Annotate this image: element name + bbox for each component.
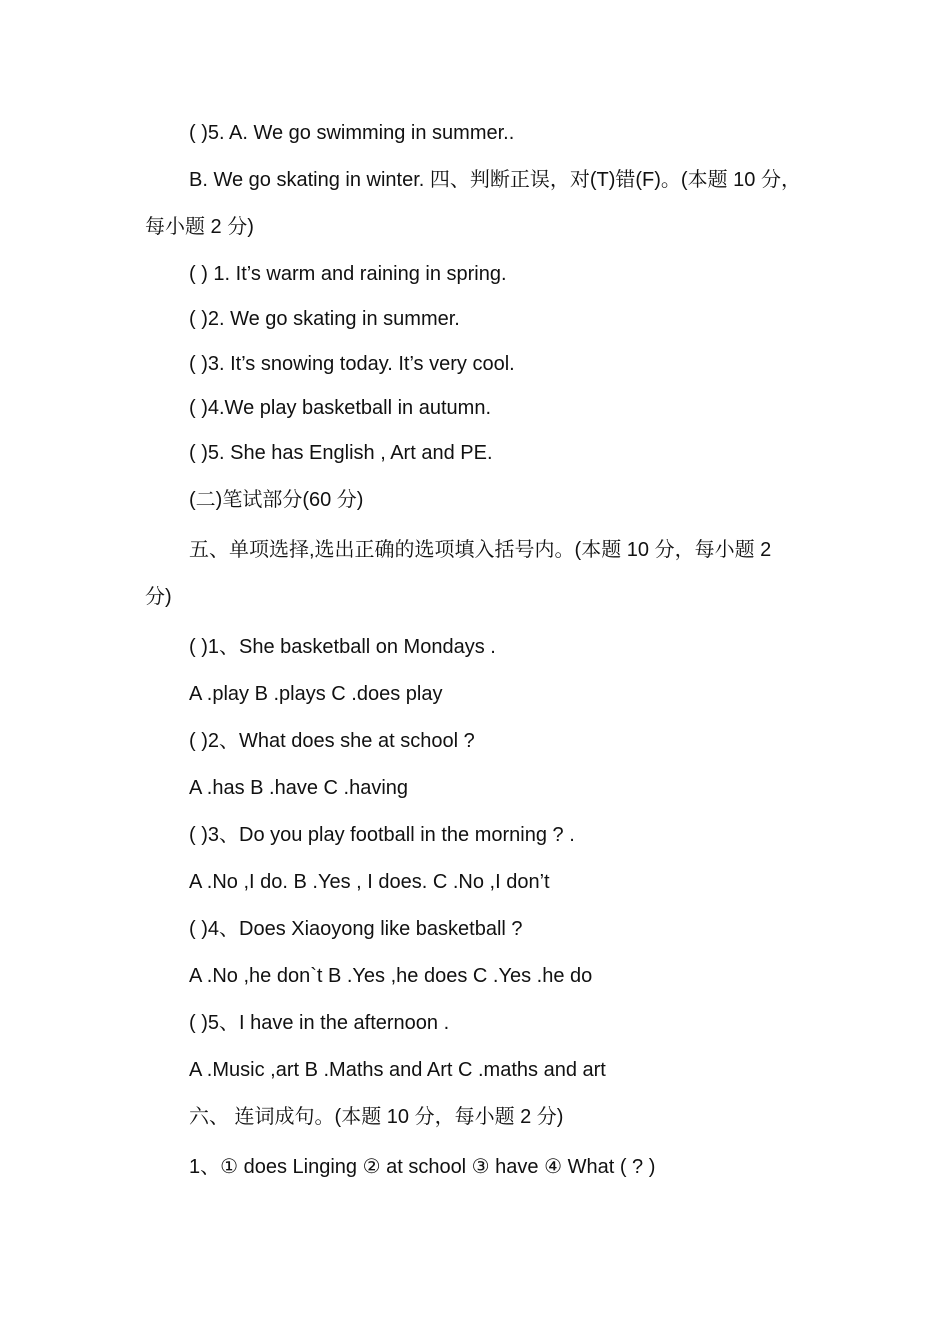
true-false-item-4: ( )4.We play basketball in autumn.	[189, 397, 492, 419]
section-6-heading: 六、 连词成句。(本题 10 分，每小题 2 分)	[189, 1106, 564, 1128]
true-false-item-3: ( )3. It’s snowing today. It’s very cool.	[189, 353, 515, 375]
choice-question-1-options: A .play B .plays C .does play	[189, 683, 443, 705]
true-false-item-2: ( )2. We go skating in summer.	[189, 308, 460, 330]
section-4-heading-continued: 每小题 2 分)	[145, 216, 254, 238]
choice-question-2-options: A .has B .have C .having	[189, 777, 409, 799]
listening-item-5: ( )5. A. We go swimming in summer..	[189, 122, 515, 144]
section-5-heading: 五、单项选择,选出正确的选项填入括号内。(本题 10 分，每小题 2	[189, 539, 772, 561]
choice-question-4: ( )4、Does Xiaoyong like basketball ?	[189, 918, 523, 940]
choice-question-3: ( )3、Do you play football in the morning ? .	[189, 824, 575, 846]
sentence-order-item-1: 1、① does Linging ② at school ③ have ④ What ( ? )	[189, 1156, 656, 1178]
section-5-heading-continued: 分)	[145, 586, 172, 608]
choice-question-3-options: A .No ,I do. B .Yes , I does. C .No ,I don’t	[189, 871, 550, 893]
choice-question-5: ( )5、I have in the afternoon .	[189, 1012, 450, 1034]
written-part-heading: (二)笔试部分(60 分)	[189, 489, 364, 511]
true-false-item-1: ( ) 1. It’s warm and raining in spring.	[189, 263, 507, 285]
true-false-item-5: ( )5. She has English , Art and PE.	[189, 442, 493, 464]
choice-question-4-options: A .No ,he don`t B .Yes ,he does C .Yes .he do	[189, 965, 593, 987]
choice-question-1: ( )1、She basketball on Mondays .	[189, 636, 496, 658]
listening-item-5-option-b-and-section-4-heading: B. We go skating in winter. 四、判断正误，对(T)错(F)。(本题 10 分，	[189, 169, 801, 191]
choice-question-5-options: A .Music ,art B .Maths and Art C .maths and art	[189, 1059, 606, 1081]
choice-question-2: ( )2、What does she at school ?	[189, 730, 475, 752]
